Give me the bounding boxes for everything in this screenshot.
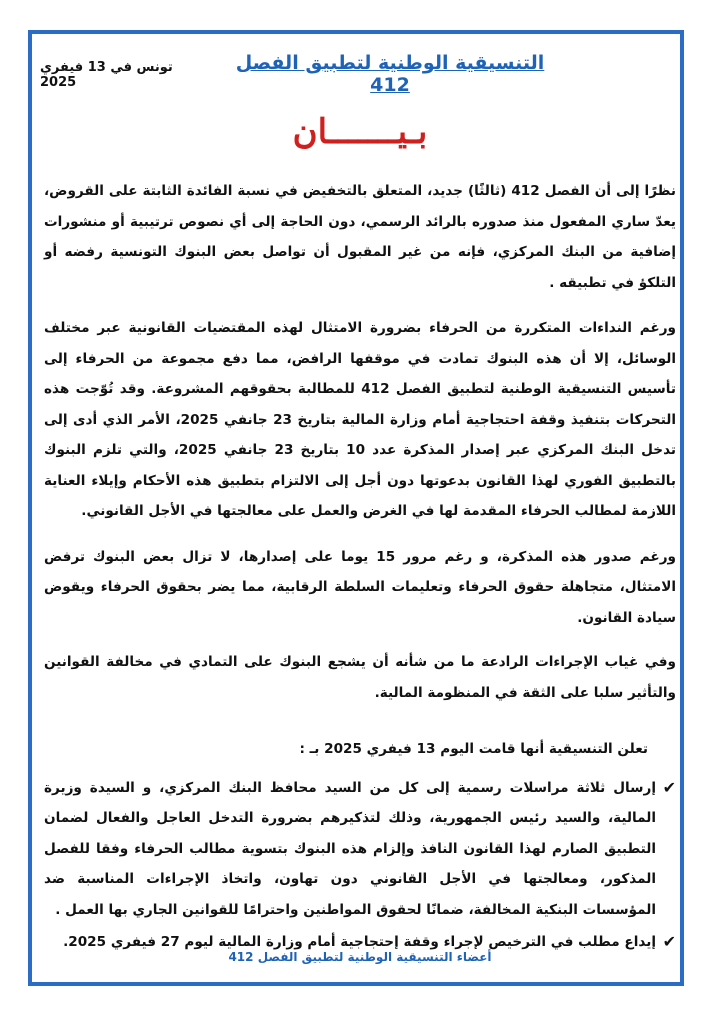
paragraph: وفي غياب الإجراءات الرادعة ما من شأنه أن يشجع البنوك على التمادي في مخالفة القوانين والتأثير سلبا على الثقة في المنظومة المالية. xyxy=(44,654,676,701)
document-body xyxy=(44,176,676,960)
list-item xyxy=(44,773,676,926)
actions-list xyxy=(44,773,676,958)
announcement-line: تعلن التنسيقية أنها قامت اليوم 13 فيفري 2025 بـ : xyxy=(299,741,648,757)
document-date: تونس في 13 فيفري 2025 xyxy=(40,60,173,90)
action-text: إيداع مطلب في الترخيص لإجراء وقفة إحتجاجية أمام وزارة المالية ليوم 27 فيفري 2025. xyxy=(63,934,656,950)
statement-title: بـيـــــــان xyxy=(292,112,428,152)
action-text: إرسال ثلاثة مراسلات رسمية إلى كل من السيد محافظ البنك المركزي، و السيدة وزيرة المالية، والسيد رئيس الجمهورية، وذلك لتذكيرهم بضرورة التدخل العاجل والفعال لضمان التطبيق الصارم لهذا القانون النافذ وإلزام هذه البنوك بتسوية مطالب الحرفاء وفقا للفصل المذكور، ومعالجتها في الأجل القانوني دون تهاون، واتخاذ الإجراءات المناسبة ضد المؤسسات البنكية المخالفة، ضمانًا لحقوق المواطنين واحترامًا للقوانين الجاري بها العمل . xyxy=(44,779,656,918)
paragraph: ورغم النداءات المتكررة من الحرفاء بضرورة الامتثال لهذه المقتضيات القانونية عبر مختلف الوسائل، إلا أن هذه البنوك تمادت في موقفها الرافض، مما دفع مجموعة من الحرفاء إلى تأسيس التنسيقية الوطنية لتطبيق الفصل 412 للمطالبة بحقوقهم المشروعة. وقد تُوّجت هذه التحركات بتنفيذ وقفة احتجاجية أمام وزارة المالية بتاريخ 23 جانفي 2025، الأمر الذي أدى إلى تدخل البنك المركزي عبر إصدار المذكرة عدد 10 بتاريخ 23 جانفي 2025، والتي تلزم البنوك بالتطبيق الفوري لهذا القانون بدعوتها دون أجل إلى الالتزام بتطبيق هذه الأحكام وإيلاء العناية اللازمة لمطالب الحرفاء المقدمة لها في الغرض والعمل على معالجتها في الأجل القانوني. xyxy=(44,320,677,519)
paragraph: نظرًا إلى أن الفصل 412 (ثالثًا) جديد، المتعلق بالتخفيض في نسبة الفائدة الثابتة على القروض، يعدّ ساري المفعول منذ صدوره بالرائد الرسمي، دون الحاجة إلى أي نصوص ترتيبية أو منشورات إضافية من البنك المركزي، فإنه من غير المقبول أن تواصل بعض البنوك التونسية رفضه أو التلكؤ في تطبيقه . xyxy=(44,183,676,291)
coordination-title: التنسيقية الوطنية لتطبيق الفصل 412 xyxy=(235,52,545,96)
signature-footer: أعضاء التنسيقية الوطنية لتطبيق الفصل 412 xyxy=(228,950,492,964)
checkmark-icon: ✔ xyxy=(662,777,676,797)
paragraph: ورغم صدور هذه المذكرة، و رغم مرور 15 يوما على إصدارها، لا تزال بعض البنوك ترفض الامتثال، متجاهلة حقوق الحرفاء وتعليمات السلطة الرقابية، مما يضر بحقوق الحرفاء ويقوض سيادة القانون. xyxy=(44,548,676,626)
checkmark-icon: ✔ xyxy=(662,932,676,951)
